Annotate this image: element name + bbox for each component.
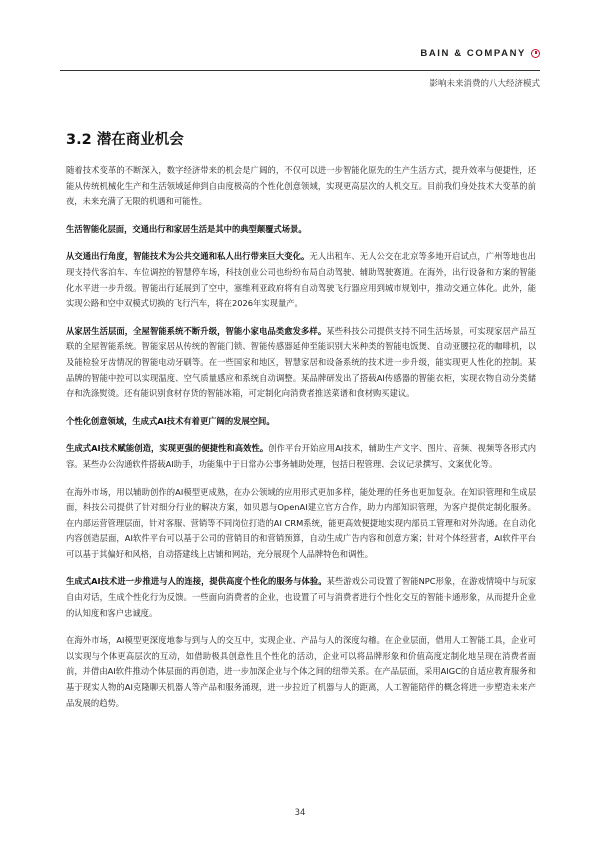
paragraph-smart-life-heading: 生活智能化层面，交通出行和家居生活是其中的典型颠覆式场景。	[66, 223, 307, 234]
header-divider	[60, 70, 540, 71]
home-body: 某些科技公司提供支持不同生活场景，可实现家居产品互联的全屋智能系统。智能家居从传统的智能门锁、智能传感器延伸至能识别大米种类的智能电饭煲、自动亚腰拉花的咖啡机，以及能检验牙齿情况的智能电动牙刷等。在一些国家和地区，智慧家居和设备系统的技术进一步升级，能实现更人性化的控制。某品牌的智能中控可以实现温度、空气质量感应和系统自动调整。某品牌研发出了搭载AI传感器的智能衣柜，实现衣物自动分类储存和洗涤熨烫。还有能识别食材存货的智能冰箱，可定制化向消费者推送菜谱和食材购买建议。	[66, 325, 536, 399]
section-title: 3.2 潜在商业机会	[66, 132, 184, 148]
page-number: 34	[294, 808, 306, 818]
home-lead: 从家居生活层面，全屋智能系统不断升级，智能小家电品类愈发多样。	[66, 325, 327, 336]
brand-logo	[420, 48, 540, 59]
transport-lead: 从交通出行角度，智能技术为公共交通和私人出行带来巨大变化。	[66, 251, 310, 262]
paragraph-creative-heading: 个性化创意领域，生成式AI技术有着更广阔的发展空间。	[66, 415, 275, 426]
genai-body: 创作平台开始应用AI技术，辅助生产文字、图片、音频、视频等各形式内容。某些办公沟通软件搭载AI助手，功能集中于日常办公事务辅助处理，包括日程管理、会议记录撰写、文案优化等。	[66, 443, 536, 469]
paragraph-overseas-interaction: 在海外市场，AI模型更深度地参与到与人的交互中，实现企业、产品与人的深度勾稽。在企业层面，借用人工智能工具，企业可以实现与个体更高层次的互动，如借助极具创意性且个性化的活动，企业可以将品牌形象和价值高度定制化地呈现在消费者面前，并借由AI软件推动个体层面的再创造，进一步加深企业与个体之间的纽带关系。在产品层面，采用AIGC的自适应教育服务和基于现实人物的AI克隆聊天机器人等产品和服务涌现，进一步拉近了机器与人的距离，人工智能陪伴的概念将进一步塑造未来产品发展的趋势。	[66, 635, 536, 708]
page-content	[66, 128, 536, 723]
paragraph-genai	[66, 441, 536, 472]
paragraph-transport	[66, 249, 536, 311]
interaction-lead: 生成式AI技术进一步推进与人的连接，提供高度个性化的服务与体验。	[66, 576, 327, 587]
paragraph-interaction	[66, 574, 536, 621]
interaction-body: 某些游戏公司设置了智能NPC形象，在游戏情境中与玩家自由对话，生成个性化行为反馈。一些面向消费者的企业，也设置了可与消费者进行个性化交互的智能卡通形象，从而提升企业的认知度和客户忠诚度。	[66, 576, 536, 618]
bain-logo-icon	[531, 49, 540, 58]
brand-name: BAIN & COMPANY	[420, 48, 526, 59]
transport-body: 无人出租车、无人公交在北京等多地开启试点，广州等地也出现支持代客泊车、车位调控的智慧停车场，科技创业公司也纷纷布局自动驾驶、辅助驾驶赛道。在海外，出行设备和方案的智能化水平进一步升级。智能出行延展到了空中，塞维利亚政府将有自动驾驶飞行器应用到城市规划中，推动交通立体化。此外，能实现公路和空中双模式切换的飞行汽车，将在2026年实现量产。	[66, 251, 536, 309]
report-subtitle: 影响未来消费的八大经济模式	[429, 79, 540, 89]
paragraph-home	[66, 324, 536, 402]
genai-lead: 生成式AI技术赋能创造，实现更强的便捷性和高效性。	[66, 443, 269, 454]
paragraph-overseas-office: 在海外市场，用以辅助创作的AI模型更成熟，在办公领域的应用形式更加多样，能处理的任务也更加复杂。在知识管理和生成层面，科技公司提供了针对细分行业的解决方案，如贝恩与OpenAI建立官方合作，助力内部知识管理，为客户提供定制化服务。在内部运营管理层面，针对客服、营销等不同岗位打造的AI CRM系统，能更高效便捷地实现内部员工管理和对外沟通。在自动化内容创造层面，AI软件平台可以基于公司的营销目的和营销预算，自动生成广告内容和创意方案；针对个体经营者，AI软件平台可以基于其偏好和风格，自动搭建线上店铺和网站，充分展现个人品牌特色和调性。	[66, 486, 536, 559]
paragraph-intro: 随着技术变革的不断深入，数字经济带来的机会是广阔的，不仅可以进一步智能化原先的生产生活方式，提升效率与便捷性，还能从传统机械化生产和生活领域延伸到自由度极高的个性化创意领域，实现更高层次的人机交互。目前我们身处技术大变革的前夜，未来充满了无限的机遇和可能性。	[66, 165, 536, 207]
